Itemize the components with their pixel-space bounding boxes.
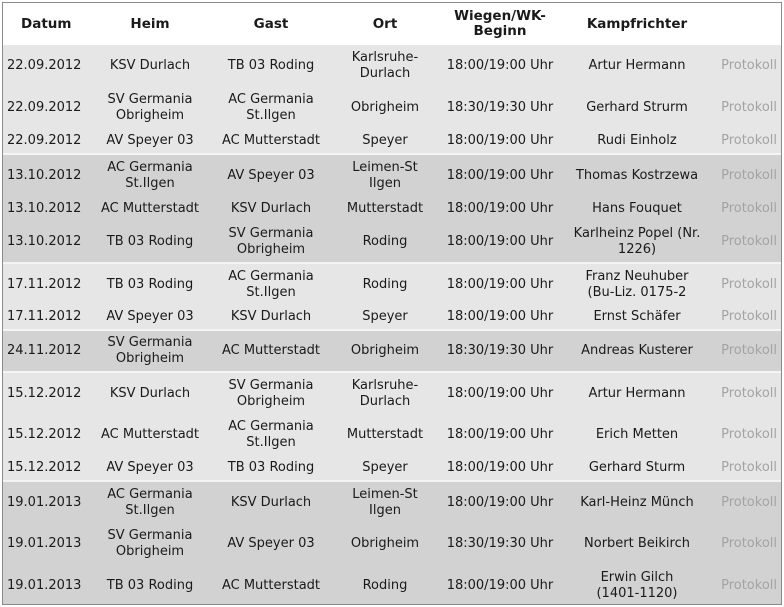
table-row — [3, 221, 781, 263]
cell-ort — [333, 154, 437, 196]
cell-ort — [333, 221, 437, 263]
cell-heim — [91, 196, 209, 221]
table-row — [3, 263, 781, 305]
cell-kampfrichter-line: Artur Hermann — [588, 385, 686, 401]
cell-gast — [209, 523, 333, 565]
cell-ort — [333, 523, 437, 565]
cell-datum: 22.09.2012 — [7, 133, 82, 148]
cell-gast-line: KSV Durlach — [230, 494, 312, 510]
cell-ort-line: Speyer — [362, 133, 408, 148]
cell-gast — [209, 154, 333, 196]
cell-ort-line: Obrigheim — [350, 536, 420, 551]
cell-kampfrichter — [563, 263, 711, 305]
cell-gast-line: AV Speyer 03 — [227, 536, 315, 551]
cell-ort-line: Roding — [362, 233, 408, 249]
cell-heim-line: SV Germania — [107, 528, 193, 543]
cell-zeit: 18:30/19:30 Uhr — [446, 536, 554, 551]
cell-ort-line: Leimen-St — [352, 486, 418, 502]
cell-ort — [333, 414, 437, 456]
cell-zeit: 18:00/19:00 Uhr — [437, 263, 563, 305]
protokoll-link[interactable]: Protokoll — [721, 133, 777, 148]
cell-datum: 17.11.2012 — [7, 309, 82, 324]
cell-datum: 19.01.2013 — [7, 578, 82, 593]
cell-gast-line: St.Ilgen — [246, 108, 296, 123]
cell-heim — [91, 129, 209, 154]
cell-heim — [91, 456, 209, 481]
cell-kampfrichter-line: Artur Hermann — [588, 58, 686, 73]
cell-kampfrichter — [563, 154, 711, 196]
cell-zeit: 18:00/19:00 Uhr — [446, 460, 554, 475]
cell-zeit: 18:30/19:30 Uhr — [446, 100, 554, 115]
cell-gast-line: TB 03 Roding — [227, 460, 315, 475]
cell-kampfrichter-line: Gerhard Strurm — [586, 100, 688, 115]
table-header-row — [3, 3, 781, 45]
protokoll-link[interactable]: Protokoll — [711, 263, 781, 305]
cell-heim-line: Obrigheim — [115, 108, 185, 123]
cell-heim-line: Obrigheim — [115, 544, 185, 559]
cell-ort — [333, 372, 437, 414]
cell-datum: 19.01.2013 — [7, 536, 82, 551]
cell-ort-line: Mutterstadt — [346, 427, 424, 442]
cell-kampfrichter — [563, 305, 711, 330]
cell-zeit: 18:00/19:00 Uhr — [446, 200, 554, 216]
protokoll-link[interactable]: Protokoll — [721, 460, 777, 475]
col-header-ort: Ort — [372, 15, 398, 32]
col-header-datum: Datum — [21, 15, 72, 32]
cell-heim-line: AC Germania — [107, 159, 193, 175]
col-header-heim: Heim — [130, 15, 170, 32]
table-row — [3, 196, 781, 221]
table-row — [3, 414, 781, 456]
cell-kampfrichter-line: Hans Fouquet — [592, 200, 682, 216]
cell-heim — [91, 481, 209, 523]
cell-datum: 19.01.2013 — [3, 481, 91, 523]
cell-kampfrichter-line: 1226) — [617, 241, 657, 257]
cell-heim-line: TB 03 Roding — [106, 233, 194, 249]
table-row — [3, 45, 781, 87]
cell-kampfrichter — [563, 87, 711, 129]
cell-heim-line: AV Speyer 03 — [106, 309, 194, 324]
cell-kampfrichter-line: Erwin Gilch — [600, 570, 674, 585]
cell-gast-line: AC Mutterstadt — [221, 578, 321, 593]
cell-kampfrichter — [563, 456, 711, 481]
cell-heim — [91, 565, 209, 605]
col-header-protokoll — [711, 3, 781, 45]
cell-heim-line: TB 03 Roding — [106, 578, 194, 593]
cell-heim-line: TB 03 Roding — [106, 276, 194, 292]
protokoll-link[interactable]: Protokoll — [721, 427, 777, 442]
cell-ort-line: Ilgen — [369, 175, 401, 191]
table-row — [3, 305, 781, 330]
table-row — [3, 87, 781, 129]
cell-ort-line: Obrigheim — [350, 100, 420, 115]
cell-datum: 13.10.2012 — [7, 233, 82, 249]
cell-kampfrichter-line: Andreas Kusterer — [581, 343, 693, 358]
protokoll-link[interactable]: Protokoll — [721, 578, 777, 593]
cell-ort-line: Speyer — [362, 309, 408, 324]
cell-zeit: 18:00/19:00 Uhr — [446, 58, 554, 73]
cell-heim-line: AC Mutterstadt — [100, 427, 200, 442]
cell-ort — [333, 263, 437, 305]
table-row — [3, 372, 781, 414]
table-row — [3, 565, 781, 605]
protokoll-link[interactable]: Protokoll — [721, 536, 777, 551]
cell-gast-line: Obrigheim — [236, 393, 306, 409]
cell-datum: 22.09.2012 — [7, 100, 82, 115]
cell-gast — [209, 414, 333, 456]
cell-ort — [333, 87, 437, 129]
cell-kampfrichter — [563, 330, 711, 372]
table-body — [3, 45, 781, 605]
cell-heim — [91, 87, 209, 129]
cell-kampfrichter-line: Karl-Heinz Münch — [580, 494, 694, 510]
cell-kampfrichter — [563, 221, 711, 263]
col-header-gast: Gast — [253, 15, 289, 32]
cell-heim-line: AC Germania — [107, 486, 193, 502]
cell-heim-line: Obrigheim — [115, 351, 185, 366]
table-row — [3, 456, 781, 481]
cell-heim — [91, 372, 209, 414]
protokoll-link[interactable]: Protokoll — [711, 481, 781, 523]
col-header-wiegen-line2: Beginn — [473, 23, 527, 39]
cell-heim-line: KSV Durlach — [109, 385, 191, 401]
cell-kampfrichter-line: Thomas Kostrzewa — [575, 167, 699, 183]
cell-heim — [91, 221, 209, 263]
cell-ort-line: Karlsruhe- — [351, 50, 419, 65]
cell-gast — [209, 305, 333, 330]
protokoll-link[interactable]: Protokoll — [711, 154, 781, 196]
cell-ort-line: Durlach — [359, 66, 411, 81]
cell-ort — [333, 196, 437, 221]
cell-kampfrichter-line: (Bu-Liz. 0175-2 — [587, 284, 687, 300]
cell-gast — [209, 87, 333, 129]
cell-kampfrichter — [563, 481, 711, 523]
cell-kampfrichter — [563, 196, 711, 221]
cell-heim — [91, 330, 209, 372]
cell-zeit: 18:00/19:00 Uhr — [437, 154, 563, 196]
cell-kampfrichter — [563, 414, 711, 456]
cell-datum: 22.09.2012 — [7, 58, 82, 73]
cell-heim — [91, 523, 209, 565]
cell-gast-line: KSV Durlach — [230, 309, 312, 324]
cell-heim-line: AV Speyer 03 — [106, 460, 194, 475]
cell-gast-line: St.Ilgen — [246, 284, 296, 300]
cell-kampfrichter-line: Erich Metten — [595, 427, 679, 442]
table-row — [3, 330, 781, 372]
protokoll-link[interactable]: Protokoll — [721, 100, 777, 115]
cell-zeit: 18:00/19:00 Uhr — [446, 578, 554, 593]
protokoll-link[interactable]: Protokoll — [721, 233, 777, 249]
cell-zeit: 18:00/19:00 Uhr — [437, 372, 563, 414]
cell-gast-line: AC Germania — [228, 419, 314, 434]
cell-ort — [333, 565, 437, 605]
cell-datum: 24.11.2012 — [3, 330, 91, 372]
cell-gast — [209, 456, 333, 481]
cell-gast-line: Obrigheim — [236, 241, 306, 257]
cell-zeit: 18:00/19:00 Uhr — [437, 481, 563, 523]
cell-heim — [91, 263, 209, 305]
cell-gast-line: AV Speyer 03 — [227, 167, 315, 183]
cell-kampfrichter — [563, 129, 711, 154]
table-row — [3, 129, 781, 154]
protokoll-link[interactable]: Protokoll — [711, 330, 781, 372]
cell-kampfrichter-line: Gerhard Sturm — [588, 460, 686, 475]
cell-kampfrichter-line: Karlheinz Popel (Nr. — [573, 225, 701, 241]
cell-gast — [209, 263, 333, 305]
table-row — [3, 523, 781, 565]
cell-gast-line: SV Germania — [228, 225, 314, 241]
cell-kampfrichter — [563, 523, 711, 565]
cell-gast — [209, 565, 333, 605]
cell-zeit: 18:30/19:30 Uhr — [437, 330, 563, 372]
cell-gast-line: AC Germania — [228, 92, 314, 107]
cell-kampfrichter-line: Norbert Beikirch — [584, 536, 690, 551]
cell-heim-line: SV Germania — [107, 335, 193, 350]
cell-gast-line: KSV Durlach — [230, 200, 312, 216]
cell-gast — [209, 372, 333, 414]
cell-gast-line: AC Mutterstadt — [221, 133, 321, 148]
cell-gast — [209, 45, 333, 87]
cell-gast-line: AC Mutterstadt — [221, 343, 321, 358]
cell-ort-line: Speyer — [362, 460, 408, 475]
col-header-kampfrichter: Kampfrichter — [586, 15, 688, 32]
cell-zeit: 18:00/19:00 Uhr — [446, 427, 554, 442]
cell-ort-line: Karlsruhe- — [351, 377, 419, 393]
cell-heim-line: St.Ilgen — [125, 502, 175, 518]
col-header-wiegen — [437, 3, 563, 45]
cell-zeit: 18:00/19:00 Uhr — [446, 133, 554, 148]
cell-ort-line: Obrigheim — [350, 343, 420, 358]
cell-gast — [209, 196, 333, 221]
cell-datum: 17.11.2012 — [3, 263, 91, 305]
cell-heim-line: AC Mutterstadt — [100, 200, 200, 216]
cell-gast — [209, 221, 333, 263]
cell-ort — [333, 330, 437, 372]
cell-ort — [333, 129, 437, 154]
cell-gast-line: St.Ilgen — [246, 435, 296, 450]
cell-gast-line: TB 03 Roding — [227, 58, 315, 73]
cell-kampfrichter-line: (1401-1120) — [596, 586, 678, 601]
cell-heim-line: SV Germania — [107, 92, 193, 107]
cell-heim — [91, 414, 209, 456]
table-row — [3, 481, 781, 523]
cell-ort-line: Roding — [362, 578, 408, 593]
cell-ort — [333, 45, 437, 87]
cell-gast — [209, 481, 333, 523]
cell-datum: 13.10.2012 — [3, 154, 91, 196]
cell-heim-line: St.Ilgen — [125, 175, 175, 191]
schedule-table-frame — [2, 2, 782, 605]
cell-datum: 13.10.2012 — [7, 200, 82, 216]
cell-gast-line: AC Germania — [228, 268, 314, 284]
cell-ort — [333, 456, 437, 481]
cell-kampfrichter-line: Franz Neuhuber — [585, 268, 689, 284]
cell-gast — [209, 129, 333, 154]
schedule-table — [3, 3, 781, 605]
cell-kampfrichter-line: Rudi Einholz — [597, 133, 677, 148]
cell-zeit: 18:00/19:00 Uhr — [446, 309, 554, 324]
cell-heim — [91, 45, 209, 87]
cell-kampfrichter — [563, 372, 711, 414]
cell-heim-line: KSV Durlach — [109, 58, 191, 73]
cell-datum: 15.12.2012 — [7, 427, 82, 442]
cell-ort-line: Leimen-St — [352, 159, 418, 175]
cell-kampfrichter — [563, 565, 711, 605]
cell-gast-line: SV Germania — [228, 377, 314, 393]
cell-ort-line: Roding — [362, 276, 408, 292]
cell-datum: 15.12.2012 — [7, 460, 82, 475]
protokoll-link[interactable]: Protokoll — [721, 58, 777, 73]
col-header-wiegen-line1: Wiegen/WK- — [454, 8, 546, 24]
cell-ort — [333, 305, 437, 330]
cell-ort-line: Ilgen — [369, 502, 401, 518]
cell-heim — [91, 154, 209, 196]
cell-zeit: 18:00/19:00 Uhr — [446, 233, 554, 249]
table-row — [3, 154, 781, 196]
cell-datum: 15.12.2012 — [3, 372, 91, 414]
cell-ort — [333, 481, 437, 523]
cell-heim-line: AV Speyer 03 — [106, 133, 194, 148]
protokoll-link[interactable]: Protokoll — [721, 309, 777, 324]
cell-gast — [209, 330, 333, 372]
cell-ort-line: Mutterstadt — [346, 200, 424, 216]
cell-kampfrichter — [563, 45, 711, 87]
cell-kampfrichter-line: Ernst Schäfer — [593, 309, 681, 324]
cell-ort-line: Durlach — [359, 393, 411, 409]
protokoll-link[interactable]: Protokoll — [721, 200, 777, 216]
protokoll-link[interactable]: Protokoll — [711, 372, 781, 414]
cell-heim — [91, 305, 209, 330]
